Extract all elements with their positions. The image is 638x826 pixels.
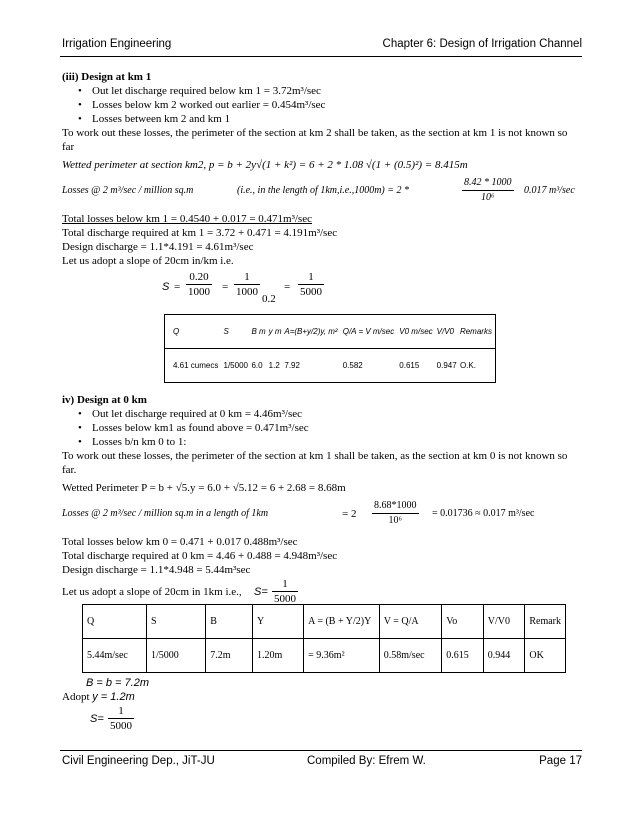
slope-frac-3-num: 1 — [298, 270, 324, 285]
header-right: Chapter 6: Design of Irrigation Channel — [382, 38, 582, 50]
table-header-cell: V = Q/A — [379, 605, 442, 639]
table-header-cell: Q — [173, 327, 180, 336]
table-header-cell: V/V0 — [436, 327, 454, 336]
table-header-cell: Vo — [442, 605, 484, 639]
slope-frac-2-num: 1 — [234, 270, 260, 285]
table-cell: O.K. — [459, 361, 476, 370]
page-footer — [62, 755, 582, 767]
table-header-cell: A = (B + Y/2)Y — [304, 605, 380, 639]
table-cell: 1/5000 — [223, 361, 248, 370]
losses-fraction — [462, 176, 514, 205]
table-cell: 6.0 — [251, 361, 263, 370]
table-cell: = 9.36m² — [304, 639, 380, 673]
section-iii-bullets — [62, 84, 582, 126]
adopt-label: Adopt — [62, 691, 90, 703]
losses-denominator: 10⁶ — [481, 192, 495, 203]
table-header-cell: S — [147, 605, 206, 639]
table-header-cell: Q — [83, 605, 147, 639]
header-left: Irrigation Engineering — [62, 38, 172, 50]
table-row — [165, 349, 496, 383]
table-header-cell: Remarks — [459, 327, 492, 336]
table-header-row — [165, 315, 496, 349]
table-cell: 1/5000 — [147, 639, 206, 673]
total-losses-line: Total losses below km 1 = 0.4540 + 0.017 = 0.471m³/sec — [62, 213, 312, 225]
table-cell: 4.61 cumecs — [173, 361, 219, 370]
slope-frac-2-den: 1000 — [236, 286, 258, 298]
paragraph: To work out these losses, the perimeter of the section at km 1 shall be taken, as the section at km 0 is not known so far. — [62, 450, 568, 476]
section-iv-title: iv) Design at 0 km — [62, 394, 147, 406]
list-item: • Out let discharge required below km 1 = 3.72m³/sec — [92, 84, 582, 98]
list-item: • Losses b/n km 0 to 1: — [92, 435, 582, 449]
losses-formula: Losses @ 2 m³/sec / million sq.m in a length of 1km = 2 $\frac{8.68*1000}{\text{10⁶}}$ = 0.01736 ≈ 0.017 m³/sec — [62, 500, 535, 526]
slope-frac-1-den: 1000 — [188, 286, 210, 298]
slope-line-row: Let us adopt a slope of 20cm in 1km i.e., S= $\frac{1}{5000}$ — [62, 578, 296, 605]
section-iv-bullets — [62, 407, 582, 449]
losses-numerator: 8.42 * 1000 — [462, 176, 514, 191]
tail-section — [62, 676, 582, 734]
list-item: • Out let discharge required at 0 km = 4.46m³/sec — [92, 407, 582, 421]
final-slope-fraction — [108, 704, 134, 733]
page-number: Page 17 — [539, 755, 582, 767]
total-discharge-line: Total discharge required at 0 km = 4.46 + 0.488 = 4.948m³/sec — [62, 550, 338, 562]
table-cell: 7.92 — [284, 361, 300, 370]
design-table-km0 — [82, 604, 566, 673]
losses-formula — [62, 176, 582, 212]
slope-line: Let us adopt a slope of 20cm in/km i.e. — [62, 255, 234, 267]
table-cell: 0.944 — [483, 639, 525, 673]
table-header-cell: Y — [253, 605, 304, 639]
losses-result: = 0.01736 ≈ 0.017 m³/sec — [432, 508, 535, 519]
table-cell: 0.615 — [442, 639, 484, 673]
losses-result: 0.017 m³/sec — [524, 185, 575, 196]
table-header-cell: V0 m/sec — [399, 327, 433, 336]
slope-frac-3-den: 5000 — [300, 286, 322, 298]
losses-numerator: 8.68*1000 — [372, 499, 419, 514]
footer-center: Compiled By: Efrem W. — [307, 755, 426, 767]
slope-line: Let us adopt a slope of 20cm in 1km i.e., — [62, 586, 242, 598]
table-cell: 1.2 — [268, 361, 280, 370]
final-slope-den: 5000 — [110, 720, 132, 732]
table-cell: 5.44m/sec — [83, 639, 147, 673]
design-discharge-line: Design discharge = 1.1*4.948 = 5.44m³sec — [62, 564, 251, 576]
adopt-line — [62, 690, 582, 704]
slope-frac-3 — [298, 270, 324, 299]
table-cell: 7.2m — [206, 639, 253, 673]
slope-fraction — [272, 577, 298, 606]
total-discharge-line: Total discharge required at km 1 = 3.72 + 0.471 = 4.191m³/sec — [62, 227, 338, 239]
table-header-cell: Q/A = V m/sec — [342, 327, 395, 336]
list-item: • Losses below km 2 worked out earlier = 0.454m³/sec — [92, 98, 582, 112]
footer-rule — [60, 750, 582, 751]
section-iii — [62, 70, 582, 304]
table-cell: 0.582 — [342, 361, 363, 370]
adopt-y: y = 1.2m — [92, 691, 135, 703]
paragraph: To work out these losses, the perimeter of the section at km 2 shall be taken, as the section at km 1 is not known so far — [62, 127, 568, 153]
design-table-km1 — [164, 314, 496, 383]
table-cell: 0.615 — [399, 361, 420, 370]
list-item: • Losses between km 2 and km 1 — [92, 112, 582, 126]
table-header-cell: B m — [251, 327, 266, 336]
page-header — [62, 38, 582, 50]
table-row — [83, 639, 566, 673]
table-cell: 0.58m/sec — [379, 639, 442, 673]
table-header-cell: y m — [268, 327, 282, 336]
final-slope: S= $\frac{1}{5000}$ — [90, 705, 132, 732]
table-header-cell: S — [223, 327, 229, 336]
slope-den: 5000 — [274, 593, 296, 605]
table-header-cell: B — [206, 605, 253, 639]
table-header-row — [83, 605, 566, 639]
list-item: • Losses below km1 as found above = 0.471m³/sec — [92, 421, 582, 435]
slope-frac-2-sub: 0.2 — [262, 293, 276, 305]
section-iii-title: (iii) Design at km 1 — [62, 71, 152, 83]
total-losses-line: Total losses below km 0 = 0.471 + 0.017 0.488m³/sec — [62, 536, 298, 548]
slope-num: 1 — [272, 577, 298, 592]
losses-mid: (i.e., in the length of 1km,i.e.,1000m) = 2 * — [237, 185, 409, 196]
header-rule — [60, 56, 582, 57]
table-cell: OK — [525, 639, 566, 673]
footer-left: Civil Engineering Dep., JiT-JU — [62, 755, 215, 767]
losses-denominator: 10⁶ — [388, 515, 402, 526]
table-cell: 1.20m — [253, 639, 304, 673]
b-equals-line: B = b = 7.2m — [86, 677, 149, 689]
slope-frac-2 — [234, 270, 260, 299]
losses-fraction — [372, 499, 419, 528]
wetted-perimeter-formula: Wetted Perimeter P = b + √5.y = 6.0 + √5.12 = 6 + 2.68 = 8.68m — [62, 482, 346, 494]
table-header-cell: V/V0 — [483, 605, 525, 639]
table-header-cell: Remark — [525, 605, 566, 639]
losses-lhs: Losses @ 2 m³/sec / million sq.m in a length of 1km — [62, 508, 269, 519]
wetted-perimeter-formula: Wetted perimeter at section km2, p = b + 2y√(1 + k²) = 6 + 2 * 1.08 √(1 + (0.5)²) = 8.415m — [62, 159, 468, 171]
losses-lhs: Losses @ 2 m³/sec / million sq.m — [62, 185, 194, 196]
final-slope-num: 1 — [108, 704, 134, 719]
slope-frac-1 — [186, 270, 212, 299]
slope-frac-1-num: 0.20 — [186, 270, 212, 285]
section-iv — [62, 393, 582, 605]
slope-symbol: S — [162, 281, 170, 293]
design-discharge-line: Design discharge = 1.1*4.191 = 4.61m³/sec — [62, 241, 254, 253]
table-cell: 0.947 — [436, 361, 457, 370]
table-header-cell: A=(B+y/2)y, m² — [284, 327, 338, 336]
slope-formula: S = $\frac{0.20}{1000}$ = $\frac{1}{1000}$ 0.2 = $\frac{1}{5000}$ — [162, 271, 322, 305]
